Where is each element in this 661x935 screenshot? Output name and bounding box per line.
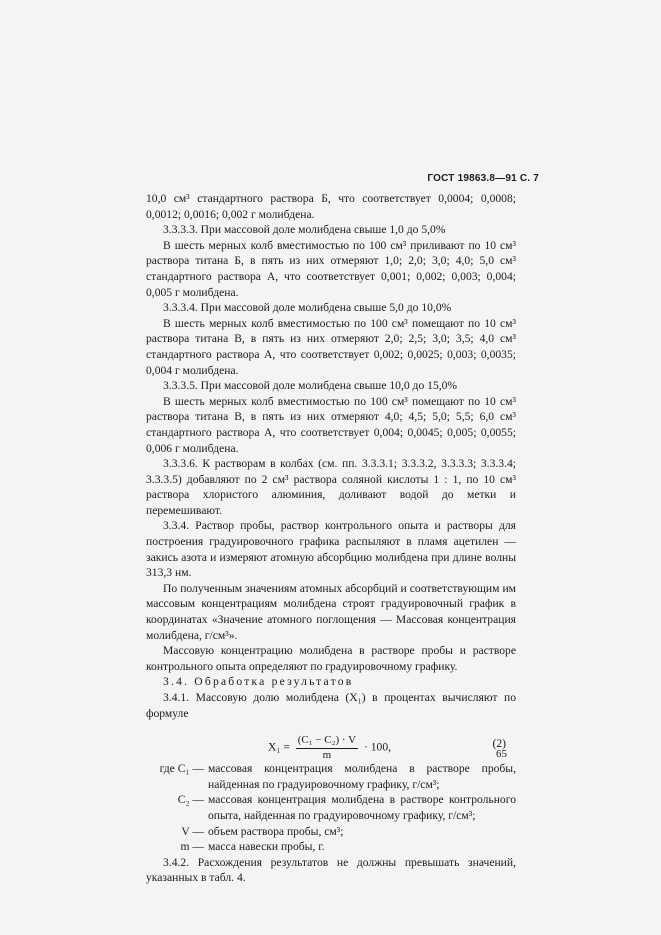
- paragraph-3-3-3-6: 3.3.3.6. К растворам в колбах (см. пп. 3.3.3.1; 3.3.3.2, 3.3.3.3; 3.3.3.4; 3.3.3.5) добавляют по 2 см³ раствора соляной кислоты 1 : 1, по 10 см³ раствора хлористого алюминия, доливают водой до метки и перемешивают.: [146, 457, 516, 517]
- definition-item: [146, 761, 516, 792]
- definition-item: [146, 792, 516, 823]
- section-heading-3-3-3-4: 3.3.3.4. При массовой доле молибдена свыше 5,0 до 10,0%: [163, 301, 452, 315]
- paragraph: В шесть мерных колб вместимостью по 100 см³ помещают по 10 см³ раствора титана В, в пять из них отмеряют 4,0; 4,5; 5,0; 5,5; 6,0 см³ стандартного раствора А, что соответствует 0,004; 0,0045; 0,005; 0,0055; 0,006 г молибдена.: [146, 394, 516, 455]
- formula-denominator: m: [322, 749, 332, 762]
- definition-symbol: m —: [180, 840, 204, 854]
- definition-text: масса навески пробы, г.: [208, 840, 325, 854]
- definition-text: объем раствора пробы, см³;: [208, 824, 344, 838]
- definition-symbol: где C₁ —: [159, 762, 204, 776]
- paragraph-3-4-1: 3.4.1. Массовую долю молибдена (X₁) в процентах вычисляют по формуле: [146, 691, 516, 720]
- definition-text: массовая концентрация молибдена в растворе пробы, найденная по градуировочному графику, г/см³;: [208, 762, 516, 791]
- paragraph-3-4-2: 3.4.2. Расхождения результатов не должны превышать значений, указанных в табл. 4.: [146, 855, 516, 885]
- paragraph: По полученным значениям атомных абсорбций и соответствующим им массовым концентрациям молибдена строят градуировочный график в координатах «Значение атомного поглощения — Массовая концентрация молибдена, г/см³».: [146, 581, 516, 642]
- paragraph: В шесть мерных колб вместимостью по 100 см³ помещают по 10 см³ раствора титана В, в пять из них отмеряют 2,0; 2,5; 3,0; 3,5; 4,0 см³ стандартного раствора А, что соответствует 0,002; 0,0025; 0,003; 0,0035; 0,004 г молибдена.: [146, 316, 516, 377]
- section-heading-3-4: 3.4. Обработка результатов: [163, 675, 354, 689]
- definition-item: [146, 824, 516, 840]
- formula-fraction: [296, 734, 358, 762]
- formula-numerator: (C₁ − C₂) · V: [296, 734, 358, 749]
- formula-tail: · 100,: [363, 740, 392, 754]
- definitions-list: [146, 761, 516, 855]
- paragraph: В шесть мерных колб вместимостью по 100 см³ приливают по 10 см³ раствора титана Б, в пять из них отмеряют 1,0; 2,0; 3,0; 4,0; 5,0 см³ стандартного раствора А, что соответствует 0,001; 0,002; 0,003; 0,004; 0,005 г молибдена.: [146, 238, 516, 299]
- definition-symbol: V —: [181, 824, 204, 838]
- definition-symbol: C₂ —: [177, 793, 204, 807]
- formula-number: (2): [492, 737, 506, 751]
- formula-lhs: X₁ =: [268, 740, 290, 754]
- section-heading-3-3-3-5: 3.3.3.5. При массовой доле молибдена свыше 10,0 до 15,0%: [163, 379, 458, 393]
- formula-2: [146, 725, 516, 762]
- definition-item: [146, 839, 516, 855]
- paragraph: Массовую концентрацию молибдена в растворе пробы и растворе контрольного опыта определяют по градуировочному графику.: [146, 644, 516, 673]
- running-header: ГОСТ 19863.8—91 С. 7: [427, 173, 539, 184]
- paragraph-3-3-4: 3.3.4. Раствор пробы, раствор контрольного опыта и растворы для построения градуировочного графика распыляют в пламя ацетилен — закись азота и измеряют атомную абсорбцию молибдена при длине волны 313,3 нм.: [146, 519, 516, 580]
- main-text: [146, 191, 516, 886]
- paragraph-continuation: 10,0 см³ стандартного раствора Б, что соответствует 0,0004; 0,0008; 0,0012; 0,0016; 0,002 г молибдена.: [146, 192, 516, 221]
- page-number: 65: [496, 748, 507, 760]
- definition-text: массовая концентрация молибдена в растворе контрольного опыта, найденная по градуировочному графику, г/см³;: [208, 793, 516, 822]
- section-heading-3-3-3-3: 3.3.3.3. При массовой доле молибдена свыше 1,0 до 5,0%: [163, 223, 446, 237]
